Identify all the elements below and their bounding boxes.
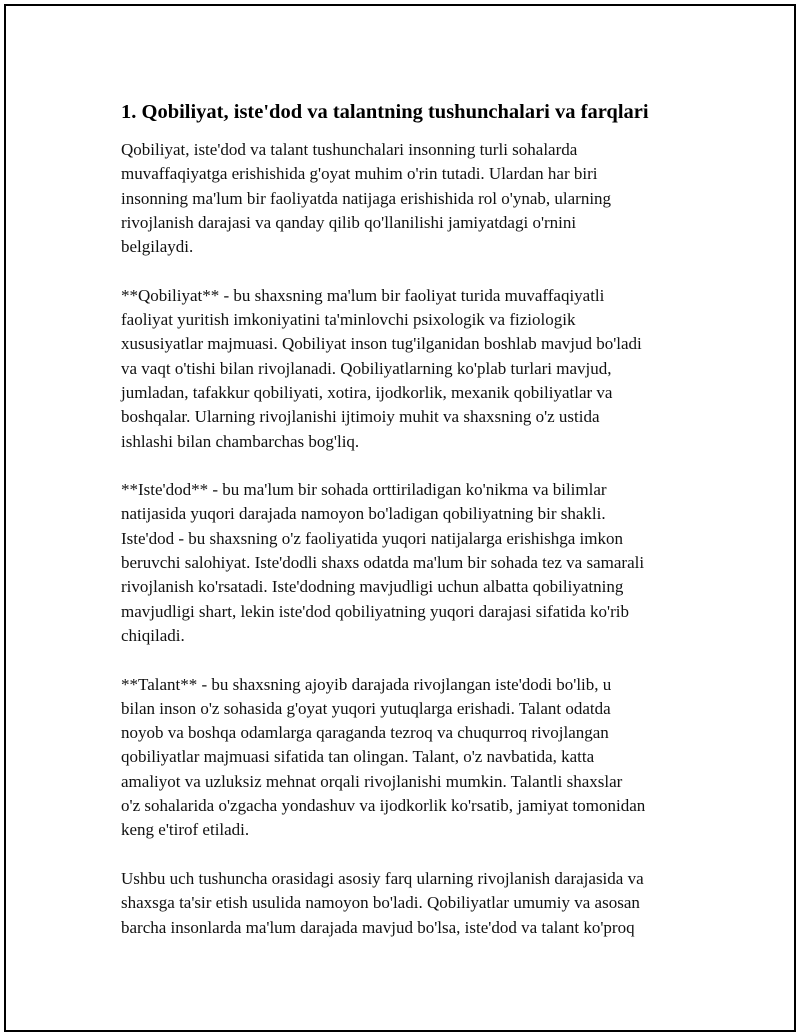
- text-line: rivojlanish darajasi va qanday qilib qo'llanilishi jamiyatdagi o'rnini: [121, 212, 577, 232]
- paragraph-intro: [121, 138, 701, 259]
- section-title: 1. Qobiliyat, iste'dod va talantning tushunchalari va farqlari: [121, 101, 649, 123]
- paragraph-istedod: [121, 478, 701, 648]
- text-line: xususiyatlar majmuasi. Qobiliyat inson tug'ilganidan boshlab mavjud bo'ladi: [121, 334, 642, 354]
- text-line: **Talant** - bu shaxsning ajoyib darajada rivojlangan iste'dodi bo'lib, u: [121, 674, 612, 694]
- text-line: mavjudligi shart, lekin iste'dod qobiliyatning yuqori darajasi sifatida ko'rib: [121, 601, 630, 621]
- text-line: beruvchi salohiyat. Iste'dodli shaxs odatda ma'lum bir sohada tez va samarali: [121, 553, 645, 573]
- text-line: **Iste'dod** - bu ma'lum bir sohada orttiriladigan ko'nikma va bilimlar: [121, 480, 607, 500]
- text-line: **Qobiliyat** - bu shaxsning ma'lum bir faoliyat turida muvaffaqiyatli: [121, 285, 605, 305]
- text-line: insonning ma'lum bir faoliyatda natijaga erishishida rol o'ynab, ularning: [121, 188, 612, 208]
- text-line: keng e'tirof etiladi.: [121, 820, 250, 840]
- text-line: barcha insonlarda ma'lum darajada mavjud bo'lsa, iste'dod va talant ko'proq: [121, 917, 635, 937]
- text-line: noyob va boshqa odamlarga qaraganda tezroq va chuqurroq rivojlangan: [121, 723, 609, 743]
- text-line: Iste'dod - bu shaxsning o'z faoliyatida yuqori natijalarga erishishga imkon: [121, 528, 624, 548]
- text-line: amaliyot va uzluksiz mehnat orqali rivojlanishi mumkin. Talantli shaxslar: [121, 771, 623, 791]
- text-line: jumladan, tafakkur qobiliyati, xotira, ijodkorlik, mexanik qobiliyatlar va: [121, 382, 613, 402]
- text-line: Qobiliyat, iste'dod va talant tushunchalari insonning turli sohalarda: [121, 140, 578, 159]
- paragraph-qobiliyat: [121, 284, 701, 454]
- text-line: muvaffaqiyatga erishishida g'oyat muhim o'rin tutadi. Ulardan har biri: [121, 164, 598, 184]
- text-line: shaxsga ta'sir etish usulida namoyon bo'ladi. Qobiliyatlar umumiy va asosan: [121, 893, 640, 913]
- paragraph-talant: [121, 673, 701, 843]
- text-line: qobiliyatlar majmuasi sifatida tan olingan. Talant, o'z navbatida, katta: [121, 747, 595, 767]
- text-line: chiqiladi.: [121, 625, 185, 645]
- text-line: bilan inson o'z sohasida g'oyat yuqori yutuqlarga erishadi. Talant odatda: [121, 698, 611, 718]
- text-line: belgilaydi.: [121, 237, 194, 257]
- text-line: ishlashi bilan chambarchas bog'liq.: [121, 431, 360, 451]
- text-line: faoliyat yuritish imkoniyatini ta'minlovchi psixologik va fiziologik: [121, 310, 576, 330]
- document-body: [121, 98, 701, 964]
- text-line: o'z sohalarida o'zgacha yondashuv va ijodkorlik ko'rsatib, jamiyat tomonidan: [121, 796, 646, 816]
- text-line: natijasida yuqori darajada namoyon bo'ladigan qobiliyatning bir shakli.: [121, 504, 606, 524]
- text-line: boshqalar. Ularning rivojlanishi ijtimoiy muhit va shaxsning o'z ustida: [121, 407, 600, 427]
- text-line: rivojlanish ko'rsatadi. Iste'dodning mavjudligi uchun albatta qobiliyatning: [121, 577, 624, 597]
- text-line: Ushbu uch tushuncha orasidagi asosiy farq ularning rivojlanish darajasida va: [121, 868, 644, 888]
- paragraph-conclusion: [121, 867, 701, 940]
- page-frame: [4, 4, 796, 1032]
- text-line: va vaqt o'tishi bilan rivojlanadi. Qobiliyatlarning ko'plab turlari mavjud,: [121, 358, 612, 378]
